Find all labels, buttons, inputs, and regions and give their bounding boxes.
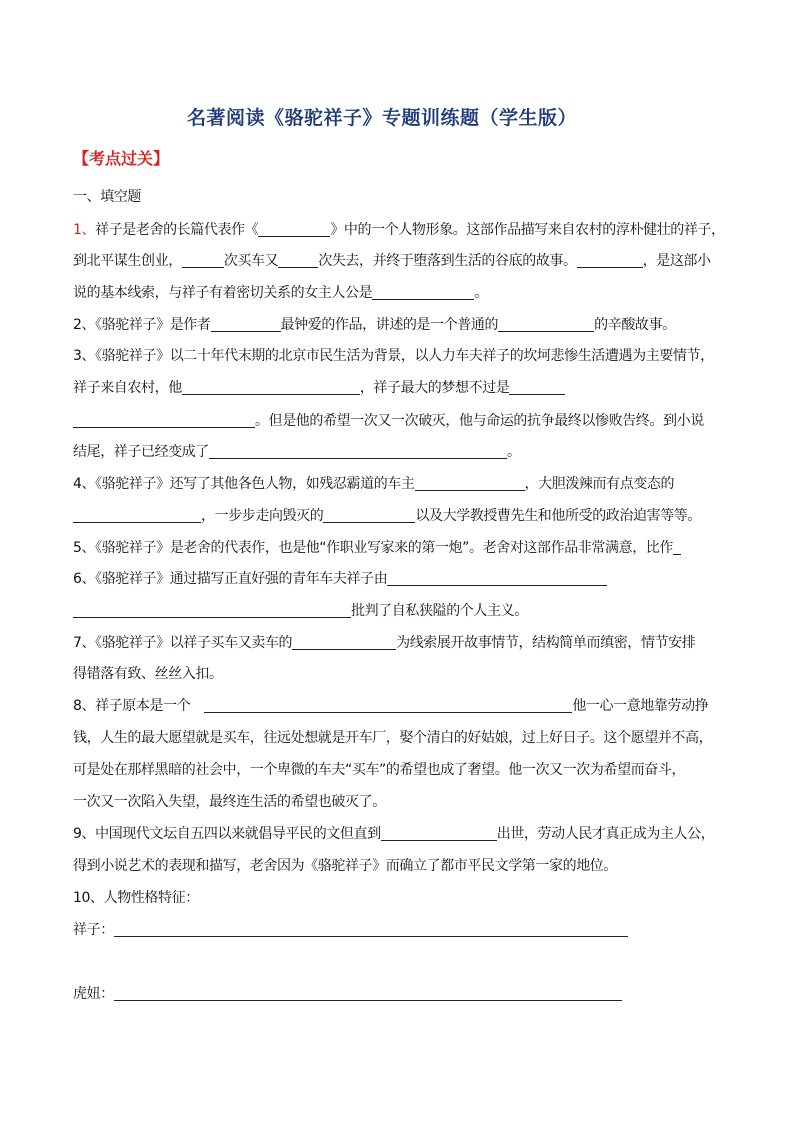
- answer-blank[interactable]: [73, 603, 351, 618]
- question-7-line-2: 得错落有致、丝丝入扣。: [73, 666, 223, 682]
- question-9-line-2: 得到小说艺术的表现和描写，老舍因为《骆驼祥子》而确立了都市平民文学第一家的地位。: [73, 858, 617, 874]
- answer-blank[interactable]: [182, 380, 360, 395]
- question-4-line-1: 4、《骆驼祥子》还写了其他各色人物，如残忍霸道的车主 ，大胆泼辣而有点变态的: [73, 476, 675, 492]
- answer-blank[interactable]: [415, 476, 525, 491]
- huniu-answer-line[interactable]: [114, 986, 622, 1001]
- answer-blank[interactable]: [209, 444, 507, 459]
- part-heading: 一、填空题: [73, 189, 141, 205]
- xiangzi-answer-line[interactable]: [114, 922, 628, 937]
- xiangzi-trait-row: [73, 919, 628, 939]
- question-8-line-1: 8、祥子原本是一个 他一心一意地靠劳动挣: [73, 698, 709, 714]
- question-6-line-2: 批判了自私狭隘的个人主义。: [73, 600, 528, 620]
- huniu-label: 虎妞：: [73, 986, 114, 1002]
- question-8-line-2: 钱，人生的最大愿望就是买车，往远处想就是开车厂，娶个清白的好姑娘，过上好日子。这个愿望并不高，: [73, 730, 713, 746]
- xiangzi-label: 祥子：: [73, 922, 114, 938]
- question-2: 2、《骆驼祥子》是作者 最钟爱的作品，讲述的是一个普通的 的辛酸故事。: [73, 317, 676, 333]
- answer-blank[interactable]: [372, 285, 474, 300]
- answer-blank[interactable]: [292, 635, 396, 650]
- question-1-number: 1、: [73, 222, 96, 238]
- question-5: 5、《骆驼祥子》是老舍的代表作，也是他“作职业写家来的第一炮”。老舍对这部作品非常满意，比作: [73, 537, 681, 557]
- question-1-line-1: 1、祥子是老舍的长篇代表作《 》中的一个人物形象。这部作品描写来自农村的淳朴健壮的祥子，: [73, 222, 725, 238]
- question-3-line-3: 。但是他的希望一次又一次破灭，他与命运的抗争最终以惨败告终。到小说: [73, 410, 704, 430]
- question-10: 10、人物性格特征：: [73, 890, 199, 906]
- answer-blank[interactable]: [381, 826, 497, 841]
- answer-blank[interactable]: [211, 317, 281, 332]
- answer-blank[interactable]: [204, 698, 572, 713]
- answer-blank[interactable]: [673, 540, 681, 555]
- question-3-line-2: 祥子来自农村，他 ，祥子最大的梦想不过是: [73, 377, 565, 397]
- answer-blank[interactable]: [278, 253, 318, 268]
- answer-blank[interactable]: [323, 508, 415, 523]
- answer-blank[interactable]: [182, 253, 224, 268]
- question-3-line-4: 结尾，祥子已经变成了 。: [73, 444, 521, 460]
- question-9-line-1: 9、中国现代文坛自五四以来就倡导平民的文但直到 出世，劳动人民才真正成为主人公，: [73, 826, 715, 842]
- question-1-line-3: 说的基本线索，与祥子有着密切关系的女主人公是 。: [73, 285, 488, 301]
- question-1-line-2: 到北平谋生创业， 次买车又 次失去，并终于堕落到生活的谷底的故事。 ，是这部小: [73, 253, 711, 269]
- answer-blank[interactable]: [73, 508, 201, 523]
- question-8-line-3: 可是处在那样黑暗的社会中，一个卑微的车夫“买车”的希望也成了奢望。他一次又一次为希望而奋斗，: [73, 762, 686, 778]
- question-7-line-1: 7、《骆驼祥子》以祥子买车又卖车的 为线索展开故事情节，结构简单而缜密，情节安排: [73, 635, 696, 651]
- answer-blank[interactable]: [258, 222, 330, 237]
- answer-blank[interactable]: [498, 317, 594, 332]
- huniu-trait-row: [73, 983, 622, 1003]
- question-3-line-1: 3、《骆驼祥子》以二十年代末期的北京市民生活为背景，以人力车夫祥子的坎坷悲惨生活遭遇为主要情节，: [73, 348, 714, 364]
- answer-blank[interactable]: [73, 413, 255, 428]
- question-8-line-4: 一次又一次陷入失望，最终连生活的希望也破灭了。: [73, 794, 386, 810]
- question-6-line-1: 6、《骆驼祥子》通过描写正直好强的青年车夫祥子由: [73, 568, 607, 588]
- section-heading: 【考点过关】: [73, 149, 170, 168]
- page-title: 名著阅读《骆驼祥子》专题训练题（学生版）: [186, 107, 577, 129]
- answer-blank[interactable]: [577, 253, 643, 268]
- answer-blank[interactable]: [509, 380, 565, 395]
- question-4-line-2: ，一步步走向毁灭的 以及大学教授曹先生和他所受的政治迫害等等。: [73, 505, 701, 525]
- answer-blank[interactable]: [387, 571, 607, 586]
